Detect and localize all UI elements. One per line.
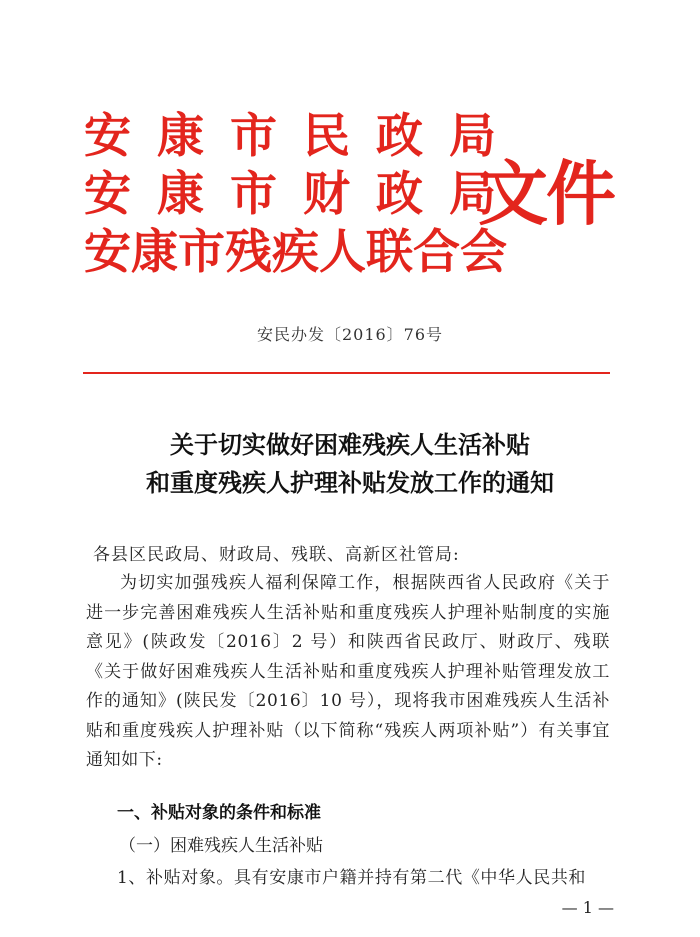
issuer-disabled-persons-federation: 安康市残疾人联合会 xyxy=(84,225,507,280)
document-number: 安民办发〔2016〕76号 xyxy=(256,325,444,344)
document-title xyxy=(0,426,700,502)
section-heading-1: 一、补贴对象的条件和标准 xyxy=(117,803,321,823)
subsection-heading-1: （一）困难残疾人生活补贴 xyxy=(119,836,323,856)
issuing-agencies xyxy=(84,108,522,282)
issuer-finance-bureau: 安康市财政局 xyxy=(84,167,522,222)
title-line-2: 和重度残疾人护理补贴发放工作的通知 xyxy=(146,468,554,497)
addressee-line: 各县区民政局、财政局、残联、高新区社管局: xyxy=(93,545,460,565)
list-item-1: 1、补贴对象。具有安康市户籍并持有第二代《中华人民共和 xyxy=(117,868,587,888)
document-type-label: 文件 xyxy=(478,152,614,235)
page-number: — 1 — xyxy=(561,898,614,917)
title-line-1: 关于切实做好困难残疾人生活补贴 xyxy=(170,430,530,459)
issuer-civil-affairs-bureau: 安康市民政局 xyxy=(84,109,522,164)
intro-paragraph: 为切实加强残疾人福利保障工作，根据陕西省人民政府《关于进一步完善困难残疾人生活补贴和重度残疾人护理补贴制度的实施意见》(陕政发〔2016〕2 号）和陕西省民政厅、财政厅、残联《关于做好困难残疾人生活补贴和重度残疾人护理补贴管理发放工作的通知》(陕民发〔2016〕10 号），现将我市困难残疾人生活补贴和重度残疾人护理补贴（以下简称“残疾人两项补贴”）有关事宜通知如下: xyxy=(86,573,610,770)
red-divider-line xyxy=(83,372,610,374)
